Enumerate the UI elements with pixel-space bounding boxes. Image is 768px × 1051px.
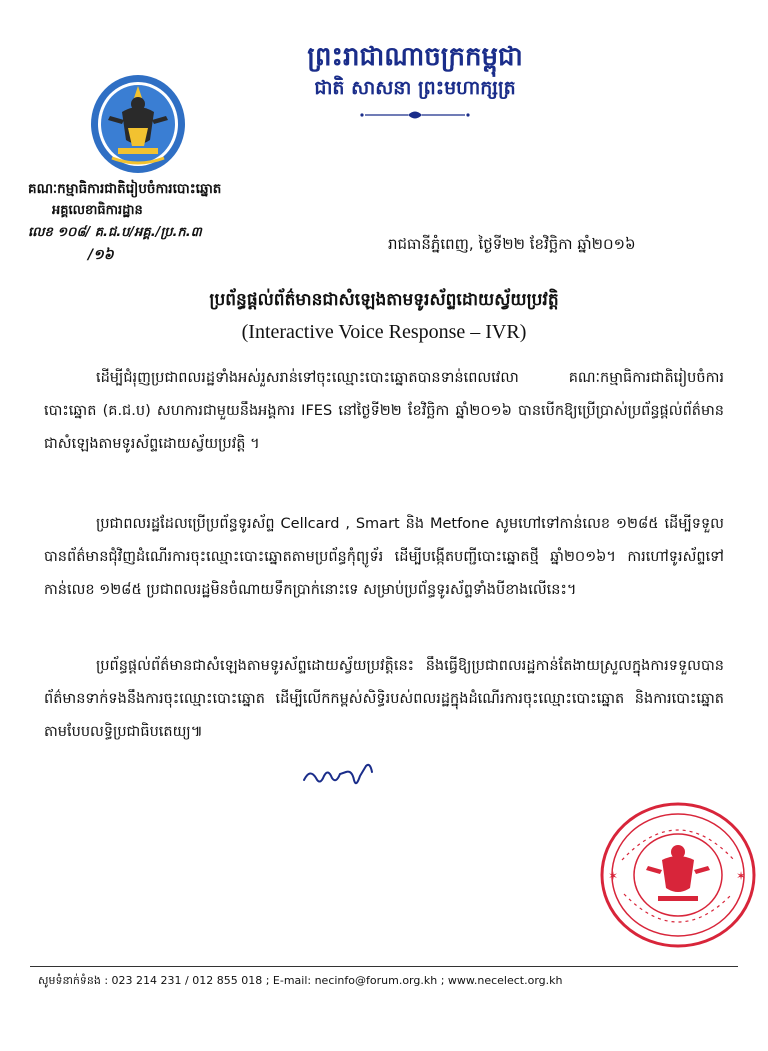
kingdom-header: [250, 40, 580, 126]
organization-name: គណៈកម្មាធិការជាតិរៀបចំការបោះឆ្នោត: [28, 181, 222, 197]
footer-contact: សូមទំនាក់ទំនង : 023 214 231 / 012 855 018 ; E-mail: necinfo@forum.org.kh ; www.necelect.org.kh: [38, 974, 563, 987]
department-name: អគ្គលេខាធិការដ្ឋាន: [52, 203, 143, 218]
ornament-divider-icon: [250, 108, 580, 122]
reference-year: /១៦: [88, 247, 114, 263]
document-title-khmer: ប្រព័ន្ធផ្តល់ព័ត៌មានជាសំឡេងតាមទូរស័ព្ទដោយស្វ័យប្រវត្តិ: [209, 290, 559, 310]
reference-number-text: លេខ ១០៨/ គ.ជ.ប/អគ្គ./ប្រ.ក.៣: [28, 225, 202, 240]
paragraph-1: ដើម្បីជំរុញប្រជាពលរដ្ឋទាំងអស់រួសរាន់ទៅចុះឈ្មោះបោះឆ្នោតបានទាន់ពេលវេលា គណៈកម្មាធិការជាតិរៀបចំការបោះឆ្នោត (គ.ជ.ប) សហការជាមួយនឹងអង្គការ IFES នៅថ្ងៃទី២២ ខែវិច្ឆិកា ឆ្នាំ២០១៦ បានបើកឱ្យប្រើប្រាស់ប្រព័ន្ធផ្តល់ព័ត៌មានជាសំឡេងតាមទូរស័ព្ទដោយស្វ័យប្រវត្តិ ។: [44, 370, 724, 452]
paragraph-3: ប្រព័ន្ធផ្តល់ព័ត៌មានជាសំឡេងតាមទូរស័ព្ទដោយស្វ័យប្រវត្តិនេះ នឹងធ្វើឱ្យប្រជាពលរដ្ឋកាន់តែងាយស្រួលក្នុងការទទួលបានព័ត៌មានទាក់ទងនឹងការចុះឈ្មោះបោះឆ្នោត ដើម្បីលើកកម្ពស់សិទ្ធិរបស់ពលរដ្ឋក្នុងដំណើរការចុះឈ្មោះបោះឆ្នោត និងការបោះឆ្នោតតាមបែបលទ្ធិប្រជាធិបតេយ្យ៕: [44, 658, 724, 740]
document-title-english: (Interactive Voice Response – IVR): [241, 321, 527, 343]
reference-number: [28, 222, 328, 244]
footer-divider: [30, 966, 738, 967]
nec-logo-icon: [88, 72, 188, 178]
organization-block: [28, 178, 328, 266]
paragraph-2: ប្រជាពលរដ្ឋដែលប្រើប្រព័ន្ធទូរស័ព្ទ Cellcard , Smart និង Metfone សូមហៅទៅកាន់លេខ ១២៨៥ ដើម្បីទទួលបានព័ត៌មានជុំវិញដំណើរការចុះឈ្មោះបោះឆ្នោតតាមប្រព័ន្ធកុំព្យូទ័រ ដើម្បីបង្កើតបញ្ជីបោះឆ្នោតថ្មី ឆ្នាំ២០១៦។ ការហៅទូរស័ព្ទទៅកាន់លេខ ១២៨៥ ប្រជាពលរដ្ឋមិនចំណាយទឹកប្រាក់នោះទេ សម្រាប់ប្រព័ន្ធទូរស័ព្ទទាំងបីខាងលើនេះ។: [44, 516, 724, 598]
svg-text:✶: ✶: [736, 869, 747, 883]
date-line: រាជធានីភ្នំពេញ, ថ្ងៃទី២២ ខែវិច្ឆិកា ឆ្នាំ២០១៦: [388, 235, 636, 253]
official-seal-icon: [598, 800, 758, 950]
kingdom-title: ព្រះរាជាណាចក្រកម្ពុជា: [307, 42, 523, 72]
national-motto: ជាតិ សាសនា ព្រះមហាក្សត្រ: [314, 77, 516, 99]
svg-text:✶: ✶: [608, 869, 619, 883]
signature-icon: [300, 758, 380, 792]
